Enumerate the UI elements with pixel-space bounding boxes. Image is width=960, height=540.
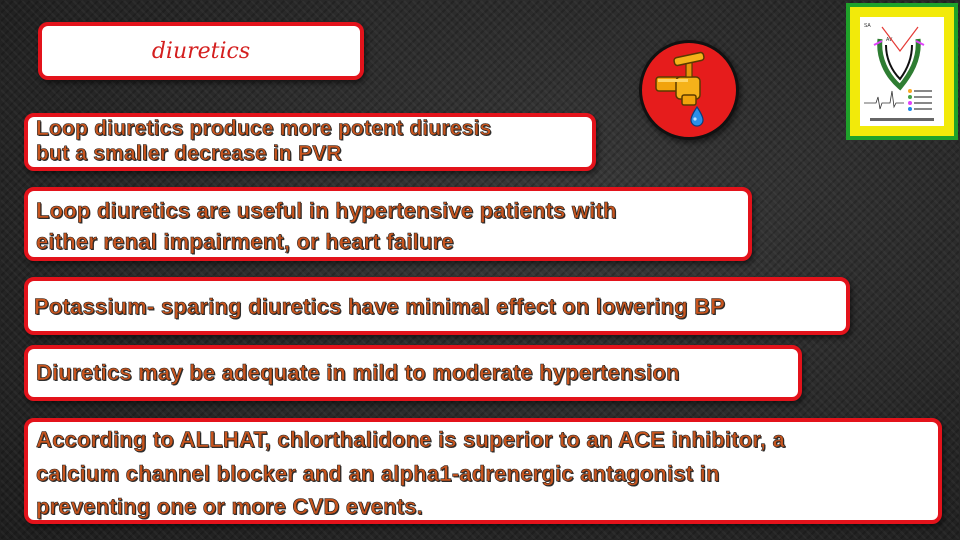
slide-title-box (38, 22, 364, 80)
point-1-line-1: Loop diuretics produce more potent diuresis (36, 117, 492, 140)
heart-valve-logo (846, 3, 958, 140)
water-tap-icon (639, 40, 739, 140)
point-1-line-2: but a smaller decrease in PVR (36, 142, 342, 165)
point-2-line-2: either renal impairment, or heart failure (36, 229, 454, 254)
slide-title: diuretics (151, 38, 251, 64)
svg-text:AV: AV (886, 37, 893, 43)
point-5-line-1: According to ALLHAT, chlorthalidone is superior to an ACE inhibitor, a (36, 427, 785, 452)
point-3-line-1: Potassium- sparing diuretics have minimal effect on lowering BP (34, 294, 726, 319)
point-5-line-3: preventing one or more CVD events. (36, 494, 423, 519)
point-4-line-1: Diuretics may be adequate in mild to moderate hypertension (36, 360, 680, 385)
svg-text:SA: SA (864, 23, 871, 29)
point-5-line-2: calcium channel blocker and an alpha1-adrenergic antagonist in (36, 461, 720, 486)
point-2-line-1: Loop diuretics are useful in hypertensive patients with (36, 198, 617, 223)
